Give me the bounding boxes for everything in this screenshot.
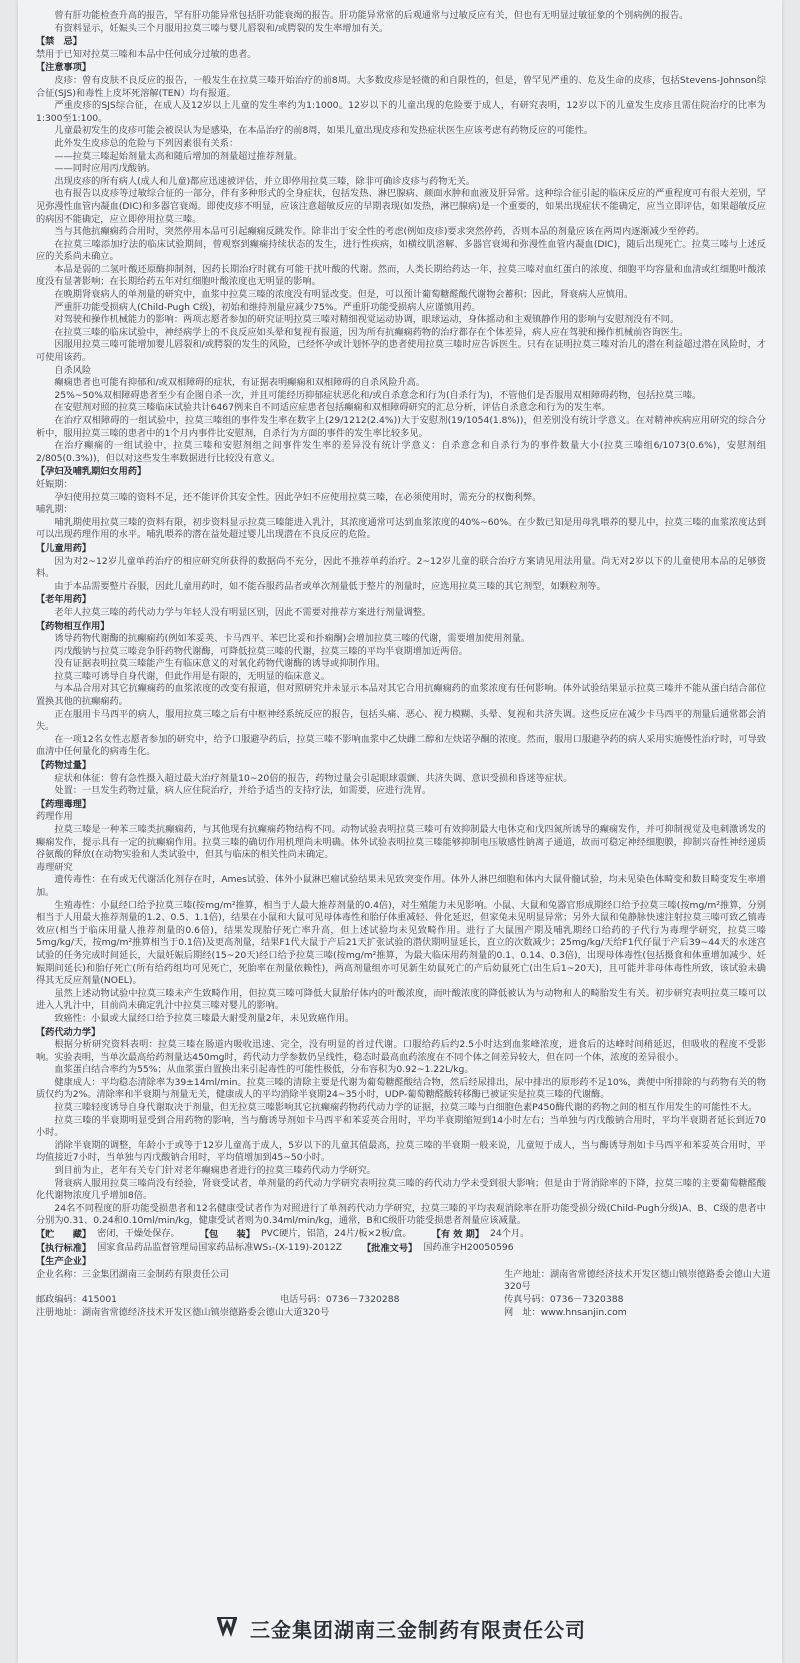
pharmacokinetics-paragraph: 24名不同程度的肝功能受损患者和12名健康受试者作为对照进行了单剂药代动力学研究，拉莫三嗪的平均表观消除率在肝功能受损分级(Child-Pugh分级)A、B、C级的患者中分别为0.31、0.24和0.10ml/min/kg，健康受试者则为0.34ml/min/kg，通常，B和C级肝功能受损患者剂量应该减量。 <box>36 1202 766 1227</box>
precautions-paragraph: 癫痫患者也可能有抑郁和/或双相障碍的症状，有证据表明癫痫和双相障碍的自杀风险升高。 <box>54 377 425 389</box>
toxicology-paragraph: 致癌性：小鼠或大鼠经口给予拉莫三嗪最大耐受剂量2年，未见致癌作用。 <box>54 1012 355 1024</box>
company-name-banner: 三金集团湖南三金制药有限责任公司 <box>250 1617 586 1642</box>
pharmacokinetics-paragraph: 到目前为止，老年有关专门针对老年癫痫患者进行的拉莫三嗪药代动力学研究。 <box>54 1165 376 1177</box>
pharmacokinetics-paragraph: 拉莫三嗪轻度诱导自身代谢取决于剂量，但无拉莫三嗪影响其它抗癫痫药物药代动力学的证据，拉莫三嗪与白细胞色素P450酶代谢的药物之间的相互作用发生的可能性不大。 <box>54 1102 758 1114</box>
precautions-heading: 【注意事项】 <box>36 62 92 74</box>
interactions-paragraph: 拉莫三嗪可诱导自身代谢，但此作用是有限的，无明显的临床意义。 <box>54 670 331 682</box>
precautions-paragraph: 在安慰剂对照的拉莫三嗪临床试验共计6467例来自不同适应症患者包括癫痫和双相障碍研究的汇总分析，评估自杀意念和行为的发生率。 <box>54 402 611 414</box>
precautions-paragraph: 出现皮疹的所有病人(成人和儿童)都应迅速被评估，并立即停用拉莫三嗪，除非可确诊皮疹与药物无关。 <box>54 175 475 187</box>
standard-approval-row <box>36 1242 766 1256</box>
precautions-paragraph: 当与其他抗癫痫药合用时，突然停用本品可引起癫痫反跳发作。除非出于安全性的考虑(例如皮疹)要求突然停药，否则本品的剂量应该在两周内逐渐减少至停药。 <box>54 226 705 238</box>
lactation-paragraph: 哺乳期使用拉莫三嗪的资料有限，初步资料显示拉莫三嗪能进入乳汁，其浓度通常可达到血浆浓度的40%~60%。在少数已知是用母乳喂养的婴儿中，拉莫三嗪的血浆浓度达到可以出现药理作用的水平。哺乳喂养的潜在益处超过婴儿出现潜在不良反应的危险。 <box>36 516 766 541</box>
contraindications-text: 禁用于已知对拉莫三嗪和本品中任何成分过敏的患者。 <box>36 48 257 60</box>
manufacturer-heading: 【生产企业】 <box>36 1256 92 1268</box>
precautions-paragraph: 在治疗双相障碍的一组试验中，拉莫三嗪组的事件发生率在数字上(29/1212(2.4%))大于安慰剂(19/1054(1.8%))，但差别没有统计学意义。在对精神疾病应用研究的综合分析中，服用拉莫三嗪的患者中的1个月内事件比安慰剂，自杀行为方面的事件的发生率比较多见。 <box>36 415 766 439</box>
pharmacokinetics-paragraph: 拉莫三嗪的半衰期明显受到合用药物的影响，当与酶诱导剂如卡马西平和苯妥英合用时，平均半衰期缩短到14小时左右；当单独与丙戊酸钠合用时，平均半衰期者延长到近70小时。 <box>36 1114 766 1139</box>
precautions-paragraph: 儿童最初发生的皮疹可能会被误认为是感染，在本品治疗的前8周，如果儿童出现皮疹和发热症状医生应该考虑有药物反应的可能性。 <box>54 125 594 137</box>
validity-value: 24个月。 <box>490 1228 530 1239</box>
precautions-paragraph: 25%~50%双相障碍患者至少有企图自杀一次，并且可能经历抑郁症状恶化和/或自杀意念和行为(自杀行为)，不管他们是否服用双相障碍药物，包括拉莫三嗪。 <box>54 389 702 401</box>
production-address: 生产地址：湖南省常德经济技术开发区德山镇崇德路委会德山大道320号 <box>504 1268 771 1293</box>
pharmacology-heading: 【药理毒理】 <box>36 798 92 810</box>
sanjin-logo-icon <box>214 1615 240 1641</box>
precautions-paragraph: ——拉莫三嗪起始剂量太高和随后增加的剂量超过推荐剂量。 <box>54 150 303 162</box>
precautions-paragraph: 在拉莫三嗪添加疗法的临床试验期间，曾观察到癫痫持续状态的发生，进行性疾病，如横纹肌溶解、多器官衰竭和弥漫性血管内凝血(DIC)，随后出现死亡。拉莫三嗪与上述反应的关系尚未确立。 <box>36 238 766 263</box>
toxicology-subheading: 毒理研究 <box>36 861 73 873</box>
footer-banner <box>18 1610 782 1646</box>
pharmacology-subheading: 药理作用 <box>36 811 73 823</box>
pharmacokinetics-paragraph: 健康成人：平均稳态清除率为39±14ml/min。拉莫三嗪的清除主要是代谢为葡萄糖醛酸结合物，然后经尿排出，尿中排出的原形药不足10%，粪便中所排除的与药物有关的物质仅约为2%。清除率和半衰期与剂量无关，健康成人的平均消除半衰期24~35小时，UDP-葡萄糖醛酸转移酶已被证实是拉莫三嗪的代谢酶。 <box>36 1076 766 1101</box>
intro-paragraph-2: 有资料显示，妊娠头三个月服用拉莫三嗪与婴儿唇裂和/或腭裂的发生率增加有关。 <box>54 22 389 34</box>
package-label: 【包 装】 <box>199 1229 255 1240</box>
contraindications-heading: 【禁 忌】 <box>36 36 82 48</box>
phone-number: 电话号码：0736－7320288 <box>280 1293 400 1305</box>
precautions-paragraph: 在拉莫三嗪的临床试验中，神经病学上的不良反应如头晕和复视有报道，因为所有抗癫痫药物的治疗都存在个体差异，病人应在驾驶和操作机械前咨询医生。 <box>54 326 689 338</box>
approval-label: 【批准文号】 <box>362 1242 418 1254</box>
precautions-paragraph: 此外发生皮疹总的危险与下列因素很有关系： <box>54 137 239 149</box>
manufacturer-info <box>36 1268 771 1319</box>
insert-content <box>36 10 771 1319</box>
precautions-paragraph: ——同时应用丙戊酸钠。 <box>54 163 156 175</box>
registered-address: 注册地址：湖南省常德经济技术开发区德山镇崇德路委会德山大道320号 <box>36 1306 330 1318</box>
overdose-paragraph: 症状和体征：曾有急性摄入超过最大治疗剂量10~20倍的报告，药物过量会引起眼球震颤、共济失调、意识受损和昏迷等症状。 <box>54 772 573 784</box>
package-insert-sheet <box>18 0 782 1663</box>
precautions-paragraph: 对驾驶和操作机械能力的影响：两项志愿者参加的研究证明拉莫三嗪对精细视觉运动协调，眼球运动，身体摇动和主观镇静作用的影响与安慰剂没有不同。 <box>54 314 680 326</box>
interactions-paragraph: 正在服用卡马西平的病人，服用拉莫三嗪之后有中枢神经系统反应的报告，包括头痛、恶心、视力模糊、头晕、复视和共济失调。这些反应在减少卡马西平的剂量后通常都会消失。 <box>36 708 766 733</box>
overdose-heading: 【药物过量】 <box>36 760 92 772</box>
standard-value: 国家食品药品监督管理局国家药品标准WS₁-(X-119)-2012Z <box>97 1241 343 1253</box>
interactions-paragraph: 与本品合用对其它抗癫痫药的血浆浓度的改变有报道，但对照研究并未显示本品对其它合用抗癫痫药的血浆浓度有任何影响。体外试验结果显示拉莫三嗪并不能从蛋白结合部位置换其他的抗癫痫药。 <box>36 683 766 708</box>
precautions-paragraph: 皮疹：曾有皮肤不良反应的报告，一般发生在拉莫三嗪开始治疗的前8周。大多数皮疹是轻微的和自限性的，但是，曾罕见严重的、危及生命的皮疹，包括Stevens-Johnson综合征(SJS)和毒性上皮坏死溶解(TEN）均有报道。 <box>36 74 766 99</box>
pregnancy-heading: 【孕妇及哺乳期妇女用药】 <box>36 466 147 478</box>
interactions-heading: 【药物相互作用】 <box>36 620 110 632</box>
precautions-paragraph: 严重肝功能受损病人(Child-Pugh C级)，初始和维持剂量应减少75%。严重肝功能受损病人应谨慎用药。 <box>54 301 481 313</box>
pharmacokinetics-paragraph: 消除半衰期的调整，年龄小于或等于12岁儿童高于成人，5岁以下的儿童其值最高，拉莫三嗪的半衰期一般来说，儿童短于成人，当与酶诱导剂如卡马西平和苯妥英合用时，平均值接近7小时，当单独与丙戊酸钠合用时，平均值增加到45~50小时。 <box>36 1139 766 1164</box>
pharmacokinetics-heading: 【药代动力学】 <box>36 1026 101 1038</box>
overdose-paragraph: 处置：一旦发生药物过量，病人应住院治疗，并给予适当的支持疗法，如需要，应进行洗胃。 <box>54 785 432 797</box>
interactions-paragraph: 诱导药物代谢酶的抗癫痫药(例如苯妥英、卡马西平、苯巴比妥和扑痫酮)会增加拉莫三嗪的代谢，需要增加使用剂量。 <box>54 633 531 645</box>
pharmacology-paragraph: 拉莫三嗪是一种苯三嗪类抗癫痫药，与其他现有抗癫痫药物结构不同。动物试验表明拉莫三嗪可有效抑制最大电休克和戊四氮所诱导的癫痫发作，并可抑制视觉及电刺激诱发的癫痫发作，提示具有一定的抗癫痫作用。拉莫三嗪的确切作用机理尚未明确。体外试验表明拉莫三嗪能够抑制电压敏感性钠离子通道，故而可稳定神经细胞膜，抑制兴奋性神经递质谷氨酸的释放(在动物实验和人类试验中，但其与临床的相关性尚未确定。 <box>36 824 766 861</box>
toxicology-paragraph: 虽然上述动物试验中拉莫三嗪未产生致畸作用，但拉莫三嗪可降低大鼠胎仔体内的叶酸浓度，而叶酸浓度的降低被认为与动物和人的畸胎发生有关。初步研究表明拉莫三嗪可以进入人乳汁中，目前尚未确定乳汁中拉莫三嗪对婴儿的影响。 <box>36 987 766 1012</box>
storage-value: 密闭，干燥处保存。 <box>97 1228 180 1239</box>
pharmacokinetics-paragraph: 肾衰病人服用拉莫三嗪尚没有经验，肾衰受试者，单剂量的药代动力学研究表明拉莫三嗪的药代动力学未受到很大影响；但是由于肾消除率的下降，拉莫三嗪的主要葡萄糖醛酸化代谢物浓度几乎增加8倍。 <box>36 1177 766 1202</box>
precautions-paragraph: 在治疗癫痫的一组试验中，拉莫三嗪和安慰剂组之间事件发生率的差异没有统计学意义：自杀意念和自杀行为的事件数量大小(拉莫三嗪组6/1073(0.6%)，安慰剂组2/805(0.3%))，但以对这些发生率数据进行比较没有意义。 <box>36 440 766 464</box>
pediatric-paragraph: 因为对2~12岁儿童单药治疗的相应研究所获得的数据尚不充分，因此不推荐单药治疗。2~12岁儿童的联合治疗方案请见用法用量。尚无对2岁以下的儿童使用本品的足够资料。 <box>36 555 766 580</box>
pharmacokinetics-paragraph: 血浆蛋白结合率约为55%；从血浆蛋白置换出来引起毒性的可能性极低，分布容积为0.92~1.22L/kg。 <box>54 1064 474 1076</box>
precautions-paragraph: 因服用拉莫三嗪可能增加婴儿唇裂和/或腭裂的发生的风险，已经怀孕或计划怀孕的患者使用拉莫三嗪时应告诉医生。只有在证明拉莫三嗪对治儿的潜在利益超过潜在风险时，才可使用该药。 <box>36 339 766 364</box>
fax-number: 传真号码：0736－7320388 <box>504 1293 624 1305</box>
pharmacokinetics-paragraph: 根据分析研究资料表明：拉莫三嗪在肠道内吸收迅速、完全，没有明显的首过代谢。口服给药后约2.5小时达到血浆峰浓度，进食后的达峰时间稍延迟，但吸收的程度不受影响。实验表明，当单次最高给药剂量达450mg时，药代动力学参数仍呈线性，稳态时最高血药浓度在不同个体之间差异较大，但在同一个体，浓度的差异很小。 <box>36 1039 766 1063</box>
elderly-text: 老年人拉莫三嗪的药代动力学与年轻人没有明显区别，因此不需要对推荐方案进行剂量调整。 <box>54 606 432 618</box>
precautions-paragraph: 本品是弱的二氢叶酸还原酶抑制剂，因药长期治疗时就有可能干扰叶酸的代谢。然而，人类长期给药达一年，拉莫三嗪对血红蛋白的浓度、细胞平均容量和血清或红细胞叶酸浓度没有显著影响；在长期给药五年对红细胞叶酸浓度也无明显的影响。 <box>36 263 766 288</box>
lactation-subheading: 哺乳期： <box>36 504 73 516</box>
precautions-paragraph: 也有报告以皮疹等过敏综合征的一部分，伴有多种形式的全身症状，包括发热、淋巴腺病、颜面水肿和血液及肝异常。这种综合征引起的临床反应的严重程度可有很大差别，罕见弥漫性血管内凝血(DIC)和多器官衰竭。即使皮疹不明显，应该注意超敏反应的早期表现(如发热，淋巴腺病)是一个重要的，如果出现症状不能确定，应当立即评估，如果超敏反应的病因不能确定，应立即停用拉莫三嗪。 <box>36 188 766 225</box>
standard-label: 【执行标准】 <box>36 1242 92 1254</box>
interactions-paragraph: 没有证据表明拉莫三嗪能产生有临床意义的对氧化药物代谢酶的诱导或抑制作用。 <box>54 658 386 670</box>
pregnancy-paragraph: 孕妇使用拉莫三嗪的资料不足，还不能评价其安全性。因此孕妇不应使用拉莫三嗪，在必须使用时，需充分的权衡利弊。 <box>54 491 542 503</box>
storage-label: 【贮 藏】 <box>36 1229 92 1240</box>
precautions-body <box>36 75 766 465</box>
precautions-paragraph: 在晚期肾衰病人的单剂量的研究中，血浆中拉莫三嗪的浓度没有明显改变。但是，可以预计葡萄糖醛酸代谢物会蓄积；因此，肾衰病人应慎用。 <box>54 289 634 301</box>
toxicology-paragraph: 生殖毒性：小鼠经口给予拉莫三嗪(按mg/m²推算，相当于人最大推荐剂量的0.4倍)，对生殖能力未见影响。小鼠、大鼠和兔器官形成期经口给予拉莫三嗪(按mg/m²推算，分别相当于人用最大推荐剂量的1.2、0.5、1.1倍)，结果在小鼠和大鼠可见母体毒性和胎仔体重减轻、骨化延迟，但家兔未见明显异常；另外大鼠和兔静脉快速注射拉莫三嗪可致乙镇毒效应(相当于临床用量人推荐剂量的0.6倍)，结果发现胎仔死亡率升高，但上述试验均未见致畸作用。进行了大鼠围产期及哺乳期经口给药的子代行为毒理学研究，拉莫三嗪5mg/kg/天，按mg/m²推算相当于0.1倍)及更高剂量，结果F1代大鼠于产后21天扩张试验的潜伏期明显延长，直立的次数减少；25mg/kg/天给F1代仔鼠于产后39~44天的水迷宫试验的任务完成时间延长，大鼠妊娠后期经(15~20天)经口给予拉莫三嗪(按mg/m²推算，为最大临床用药剂量的0.1、0.14、0.3倍)，出现母体毒性(包括摄食和体重增加减少、妊娠期间延长)和胎仔死亡(所有给药组均可见死亡，死胎率在剂量依赖性)，两高剂量组亦可见新生幼鼠死亡的产后幼鼠死亡(出生后1~20天)，且可能并非母体毒性所致，该试验未确得其无反应剂量(NOEL)。 <box>36 899 766 987</box>
intro-paragraph-1: 曾有肝功能检查升高的报告，罕有肝功能异常包括肝功能衰竭的报告。肝功能异常常的后观通常与过敏反应有关，但也有无明显过敏征象的个别病例的报告。 <box>54 10 689 21</box>
pregnancy-subheading: 妊娠期： <box>36 478 73 490</box>
interactions-paragraph: 丙戊酸钠与拉莫三嗪竞争肝药物代谢酶，可降低拉莫三嗪的代谢，拉莫三嗪的平均半衰期增加近两倍。 <box>54 645 468 657</box>
company-name: 企业名称：三金集团湖南三金制药有限责任公司 <box>36 1268 229 1280</box>
manufacturer-blank <box>280 1269 500 1294</box>
toxicology-paragraph: 遗传毒性：在有或无代谢活化剂存在时，Ames试验、体外小鼠淋巴瘤试验结果未见致突变作用。体外人淋巴细胞和体内大鼠骨髓试验，均未见染色体畸变和数目畸变发生率增加。 <box>36 874 766 898</box>
pediatric-heading: 【儿童用药】 <box>36 542 92 554</box>
pediatric-paragraph: 由于本品需要整片吞服，因此儿童用药时，如不能吞服药品者或单次剂量低于整片的剂量时，应选用拉莫三嗪的其它剂型，如颗粒剂等。 <box>54 580 606 592</box>
approval-value: 国药准字H20050596 <box>423 1241 514 1253</box>
website: 网 址：www.hnsanjin.com <box>504 1306 627 1318</box>
postal-code: 邮政编码：415001 <box>36 1293 118 1305</box>
elderly-heading: 【老年用药】 <box>36 594 92 606</box>
precautions-subheading: 自杀风险 <box>54 364 92 376</box>
precautions-paragraph: 严重皮疹的SJS综合征，在成人及12岁以上儿童的发生率约为1:1000。12岁以下的儿童出现的危险要于成人，有研究表明，12岁以下的儿童发生皮疹且需住院治疗的比率为1:300至1:100。 <box>36 100 766 124</box>
storage-package-row <box>36 1228 766 1242</box>
validity-label: 【有 效 期】 <box>431 1229 485 1240</box>
interactions-paragraph: 在一项12名女性志愿者参加的研究中，给予口服避孕药后，拉莫三嗪不影响血浆中乙炔雌二醇和左炔诺孕酮的浓度。然而，服用口服避孕药的病人采用实施慢性治疗时，可导致血清中任何量化的病毒生化。 <box>36 733 766 758</box>
package-value: PVC硬片，铝箔，24片/板×2板/盒。 <box>260 1228 412 1239</box>
